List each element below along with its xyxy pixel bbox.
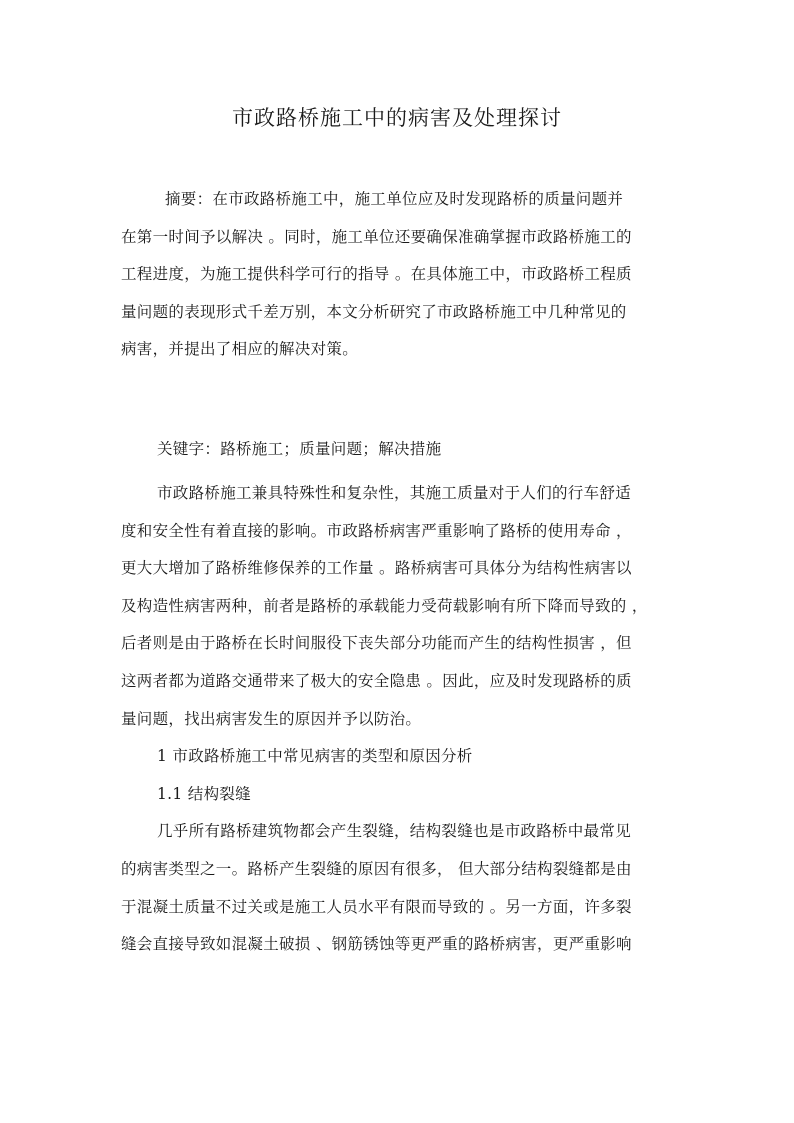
abstract-line: 量问题的表现形式千差万别，本文分析研究了市政路桥施工中几种常见的: [121, 302, 627, 321]
paragraph-line: 更大大增加了路桥维修保养的工作量 。路桥病害可具体分为结构性病害以: [121, 559, 632, 578]
paragraph-line: 几乎所有路桥建筑物都会产生裂缝，结构裂缝也是市政路桥中最常见: [157, 822, 632, 841]
paragraph-line: 量问题，找出病害发生的原因并予以防治。: [121, 709, 422, 728]
paragraph-line: 缝会直接导致如混凝土破损 、钢筋锈蚀等更严重的路桥病害，更严重影响: [121, 935, 632, 954]
paragraph-line: 后者则是由于路桥在长时间服役下丧失部分功能而产生的结构性损害 ，但: [121, 634, 632, 653]
abstract-line: 摘要：在市政路桥施工中，施工单位应及时发现路桥的质量问题并: [165, 190, 624, 208]
paragraph-line: 及构造性病害两种，前者是路桥的承载能力受荷载影响有所下降而导致的 ，: [121, 596, 648, 615]
document-title: 市政路桥施工中的病害及处理探讨: [232, 106, 562, 130]
paragraph-line: 的病害类型之一。路桥产生裂缝的原因有很多， 但大部分结构裂缝都是由: [121, 859, 632, 878]
paragraph-line: 于混凝土质量不过关或是施工人员水平有限而导致的 。另一方面，许多裂: [121, 897, 632, 916]
intro-paragraph: [121, 475, 677, 964]
abstract-line: 工程进度，为施工提供科学可行的指导 。在具体施工中，市政路桥工程质: [121, 265, 632, 284]
section-heading: 1 市政路桥施工中常见病害的类型和原因分析: [157, 747, 473, 766]
paragraph-line: 这两者都为道路交通带来了极大的安全隐患 。因此，应及时发现路桥的质: [121, 671, 632, 690]
abstract-line: 在第一时间予以解决 。同时，施工单位还要确保准确掌握市政路桥施工的: [121, 227, 632, 246]
subsection-heading: 1.1 结构裂缝: [157, 784, 251, 803]
paragraph-line: 度和安全性有着直接的影响。市政路桥病害严重影响了路桥的使用寿命 ，: [121, 521, 632, 540]
abstract: [121, 181, 677, 369]
abstract-line: 病害，并提出了相应的解决对策。: [121, 340, 359, 359]
keywords-line: 关键字：路桥施工；质量问题；解决措施: [157, 440, 442, 458]
paragraph-line: 市政路桥施工兼具特殊性和复杂性，其施工质量对于人们的行车舒适: [157, 484, 632, 502]
keywords: [121, 431, 677, 469]
